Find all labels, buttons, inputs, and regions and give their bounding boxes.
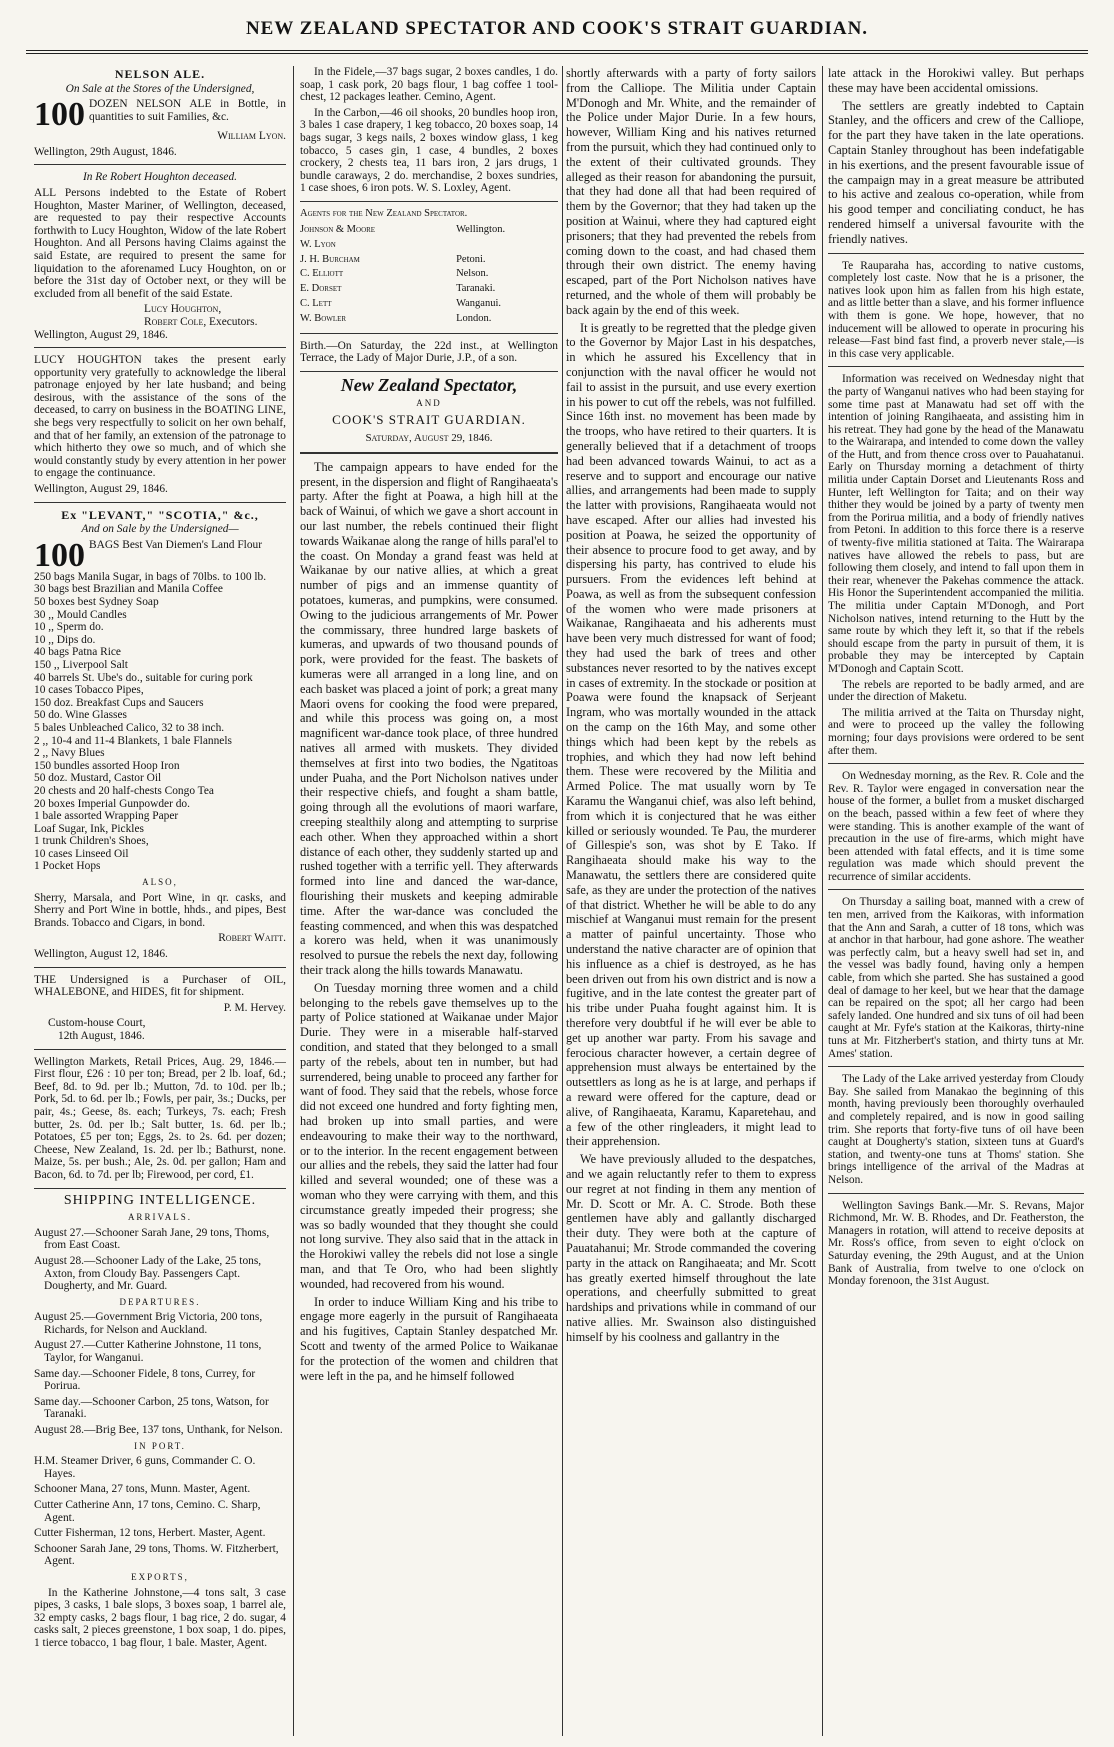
article-paragraph: Wellington Savings Bank.—Mr. S. Revans, Major Richmond, Mr. W. B. Rhodes, and Dr. Featherston, the Managers in rotation, will attend to receive deposits at Mr. Ross's office, from seven to eight o'clock on Saturday evening, the 29th August, and at the Union Bank of Australia, from twelve to one o'clock on Monday forenoon, the 31st August.	[828, 1199, 1084, 1288]
article-paragraph: The militia arrived at the Taita on Thursday night, and were to proceed up the valley the following morning; four days provisions were ordered to be sent after them.	[828, 706, 1084, 757]
list-item: 2 ,, 10-4 and 11-4 Blankets, 1 bale Flannels	[34, 734, 232, 747]
departure-entry: Same day.—Schooner Carbon, 25 tons, Watson, for Taranaki.	[34, 1395, 269, 1421]
list-item: 50 do. Wine Glasses	[34, 709, 127, 722]
ad-estate-body: ALL Persons indebted to the Estate of Robert Houghton, Master Mariner, of Wellington, deceased, are requested to pay their respective Accounts forthwith to Lucy Houghton, Widow of the late Robert Houghton. And all Persons having Claims against the said Estate, are required to present the same for liquidation to the aforenamed Lucy Houghton, on or before the 31st day of October next, or they will be excluded from all benefit of the said Estate.	[34, 186, 286, 300]
departure-entry: August 28.—Brig Bee, 137 tons, Unthank, for Nelson.	[34, 1424, 283, 1437]
departure-entry: Same day.—Schooner Fidele, 8 tons, Currey, for Porirua.	[34, 1367, 256, 1393]
list-item: 1 trunk Children's Shoes,	[34, 835, 149, 848]
list-item: Loaf Sugar, Ink, Pickles	[34, 822, 144, 835]
article-paragraph: Information was received on Wednesday night that the party of Wanganui natives who had been staying for some time past at Manawatu had set off with the intention of joining Rangihaeata, and assisting him in his retreat. They had gone by the head of the Manawatu to the Wairarapa, and intended to come down the valley of the Hutt, and from thence cross over to Pauahatanui. Early on Thursday morning a detachment of thirty militia under Captain Dorset and Lieutenants Ross and Hunter, left Wellington for Taita; and on their way thither they would be joined by a party of twenty men from the Porirua militia, and a body of friendly natives from Petoni. In addition to this force there is a reserve of twenty-five militia stationed at Taita. The Wairarapa natives have allowed the rebels to pass, but are following them closely, and intend to fall upon them in their rear, whenever the Pakehas commence the attack. His Honor the Superintendent accompanied the militia. The militia under Captain M'Donogh, and Port Nicholson natives, intend returning to the Hutt by the same route by which they left it, so that if the rebels should escape from the party in pursuit of them, it is probable they may be intercepted by Captain M'Donogh and Captain Scott.	[828, 373, 1084, 675]
ad-estate-signer-1: Lucy Houghton,	[144, 303, 222, 316]
table-row: W. Bowler London.	[300, 312, 492, 324]
masthead: NEW ZEALAND SPECTATOR AND COOK'S STRAIT GUARDIAN.	[245, 18, 869, 39]
list-item: 150 doz. Breakfast Cups and Saucers	[34, 696, 204, 709]
divider	[828, 253, 1084, 254]
departure-entry: August 25.—Government Brig Victoria, 200 tons, Richards, for Nelson and Auckland.	[34, 1311, 263, 1336]
article-paragraph: The rebels are reported to be badly armed, and are under the direction of Maketu.	[828, 678, 1084, 704]
ad-levant-also-body: Sherry, Marsala, and Port Wine, in qr. casks, and Sherry and Port Wine in bottle, hhds., and pipes, Best Brands. Tobacco and Cigars, in bond.	[34, 891, 286, 929]
ad-nelson-ale-title: NELSON ALE.	[114, 67, 206, 81]
list-item: 20 boxes Imperial Gunpowder do.	[34, 797, 190, 810]
arrival-entry: August 28.—Schooner Lady of the Lake, 25 tons, Axton, from Cloudy Bay. Passengers Capt. Dougherty, and Mr. Guard.	[34, 1254, 262, 1293]
exports-carbon: In the Carbon,—46 oil shooks, 20 bundles hoop iron, 3 bales 1 case drapery, 1 keg tobacco, 20 boxes soap, 14 bags sugar, 3 kegs nails, 2 boxes window glass, 1 keg tobacco, 5 cases gin, 1 case, 4 bundles, 2 boxes crockery, 2 chests tea, 11 bars iron, 2 jars drugs, 1 bundle caraways, 2 do. merchandise, 2 boxes sundries, 1 case shoes, 6 iron pots. W. S. Loxley, Agent.	[300, 106, 558, 195]
departure-entry: August 27.—Cutter Katherine Johnstone, 11 tons, Taylor, for Wanganui.	[34, 1339, 262, 1365]
exports-title: EXPORTS,	[131, 1571, 189, 1582]
list-item: 10 ,, Sperm do.	[34, 621, 104, 634]
list-item: 150 ,, Liverpool Salt	[34, 658, 128, 671]
ad-nelson-ale-date: Wellington, 29th August, 1846.	[34, 145, 177, 158]
list-item: 2 ,, Navy Blues	[34, 747, 105, 760]
list-item: 5 bales Unbleached Calico, 32 to 38 inch.	[34, 721, 225, 734]
list-item: 10 cases Linseed Oil	[34, 847, 129, 860]
divider	[828, 366, 1084, 367]
arrival-entry: August 27.—Schooner Sarah Jane, 29 tons, Thoms, from East Coast.	[34, 1226, 270, 1252]
column-1	[34, 66, 286, 1736]
divider	[300, 371, 558, 372]
table-row: J. H. Burcham Petoni.	[300, 253, 486, 265]
exports-entry: In the Katherine Johnstone,—4 tons salt, 3 case pipes, 3 casks, 1 bale slops, 3 boxes soap, 1 barrel ale, 32 empty casks, 2 bags flour, 1 bag rice, 2 do. sugar, 4 casks salt, 2 pieces greenstone, 1 box soap, 1 do. pipes, 1 tierce tobacco, 1 bag flour, 1 bale. Master, Agent.	[34, 1586, 286, 1649]
ad-nelson-ale-body: 100 DOZEN NELSON ALE in Bottle, in quantities to suit Families, &c.	[34, 96, 286, 134]
ad-estate-title: In Re Robert Houghton deceased.	[82, 171, 238, 184]
article-paragraph: The Lady of the Lake arrived yesterday from Cloudy Bay. She sailed from Manakao the beginning of this month, having previously been thoroughly overhauled and completely repaired, and is now in good sailing trim. She reports that forty-five tuns of oil have been caught at Dougherty's station, sixteen tuns at Guard's station, and twenty-one tuns at Thoms' station. She brings intelligence of the arrival of the Madras at Nelson.	[828, 1073, 1084, 1186]
ad-boating-date: Wellington, August 29, 1846.	[34, 483, 168, 496]
article-paragraph: It is greatly to be regretted that the pledge given to the Governor by Major Last in his despatches, in which he assured his Excellency that in conjunction with the naval officer he would not fail to assist in the pursuit, and use every exertion in his power to cut off the rebels, was not fulfilled. Since 16th inst. no movement has been made by the troops, who have retired to their quarters. It is generally believed that if a detachment of troops had been advanced towards Wainui, to act as a reserve and to support and encourage our native allies, and arrangements had been made to supply the latter with provisions, Rangihaeata would not have escaped. After our allies had invested his position at Poawa, he seized the opportunity of their absence to procure food to get away, and by dispersing his party, has contrived to elude his pursuers. From the evidences left behind at Poawa, as well as from the subsequent confession of the women who were made prisoners at Waikanae, Rangihaeata and his adherents must have been very much distressed for want of food; they had used the bark of trees and other substances never resorted to by the natives except in cases of extremity. In the stockade or position at Poawa were found the knapsack of Serjeant Ingram, who was mortally wounded in the attack on the camp on the 16th May, and some other things which had been kept by the rebels as trophies, and which they had now left behind them. These were recovered by the Militia and Armed Police. The mat usually worn by Te Karamu the Wanganui chief, was also left behind, from which it is conjectured that he was either killed or seriously wounded. Te Pau, the murderer of Gillespie's son, was shot by E Tako. If Rangihaeata should make his way to the Manawatu, the settlers there are considered quite safe, as they are under the protection of the natives of that district. Whether he will be able to do any mischief at Wanganui must remain for the present a matter of painful uncertainty. Those who understand the native character are of opinion that his influence as a chief is destroyed, as he has been driven out from his own district and is now a fugitive, and in the late contest the greater part of his tribe under Puaha fought against him. It is therefore very doubtful if he will ever be able to get up another war party. From his savage and ferocious character however, a certain degree of apprehension must always be entertained by the outsettlers as long as he is at large, and perhaps if a reward were offered for the capture, dead or alive, of Rangihaeata, Karamu, Kaparetehau, and a few of the other ringleaders, it might lead to their apprehension.	[566, 320, 816, 1149]
paper-date: Saturday, August 29, 1846.	[365, 432, 493, 445]
article-paragraph: We have previously alluded to the despatches, and we again reluctantly refer to them to express our regret at not finding in them any mention of Mr. D. Scott or Mr. A. C. Strode. Both these gentlemen have ably and gallantly discharged their duty. They were both at the capture of Pauatahanui; Mr. Strode commanded the covering party in the attack on Rangihaeata; and Mr. Scott has greatly exerted himself throughout the late operations, and cheerfully submitted to great hardships and privations while in command of our native allies. Mr. Swainson also distinguished himself by his coolness and gallantry in the	[566, 1152, 816, 1344]
list-item: 10 cases Tobacco Pipes,	[34, 684, 144, 697]
article-paragraph: On Wednesday morning, as the Rev. R. Cole and the Rev. R. Taylor were engaged in conversation near the house of the former, a bullet from a musket discharged on the beach, passed within a few feet of where they were standing. This is another example of the want of precaution in the use of fire-arms, which might have been attended with fatal effects, and it is time some regulation was made which should prevent the recurrence of similar accidents.	[828, 770, 1084, 883]
arrivals-title: ARRIVALS.	[127, 1212, 193, 1223]
in-port-entry: Cutter Catherine Ann, 17 tons, Cemino. C. Sharp, Agent.	[34, 1499, 261, 1524]
divider	[300, 333, 558, 334]
ad-levant-title: Ex "LEVANT," "SCOTIA," &c.,	[61, 507, 259, 522]
masthead-rule	[26, 50, 1088, 51]
list-item: 50 doz. Mustard, Castor Oil	[34, 772, 162, 785]
ad-oil-place: Custom-house Court,	[48, 1017, 146, 1030]
table-row: E. Dorset Taranaki.	[300, 283, 496, 295]
ad-levant-subtitle: And on Sale by the Undersigned—	[81, 523, 239, 536]
paper-guardian: COOK'S STRAIT GUARDIAN.	[332, 412, 526, 428]
article-paragraph: The settlers are greatly indebted to Captain Stanley, and the officers and crew of the Calliope, for the part they have taken in the late operations. Captain Stanley throughout has been indefatigable in his exertions, and the present favourable issue of the campaign may in a great measure be attributed to his active and zealous co-operation, while from his good temper and conciliating conduct, he has rendered himself a universal favourite with the friendly natives.	[828, 98, 1084, 246]
table-row: W. Lyon	[300, 238, 336, 250]
divider	[828, 1066, 1084, 1067]
column-2	[300, 66, 558, 1736]
column-3	[566, 66, 816, 1736]
list-item: 1 Pocket Hops	[34, 860, 101, 873]
in-port-entry: Schooner Mana, 27 tons, Munn. Master, Agent.	[34, 1483, 251, 1496]
ad-levant-date: Wellington, August 12, 1846.	[34, 948, 168, 961]
shipping-title: SHIPPING INTELLIGENCE.	[63, 1192, 257, 1208]
divider	[34, 1049, 286, 1050]
list-item: 40 barrels St. Ube's do., suitable for curing pork	[34, 671, 253, 684]
ad-oil-body: THE Undersigned is a Purchaser of OIL, WHALEBONE, and HIDES, fit for shipment.	[34, 973, 286, 999]
agents-title: Agents for the New Zealand Spectator.	[300, 207, 468, 219]
list-item: 40 bags Patna Rice	[34, 646, 121, 659]
ad-boating-body: LUCY HOUGHTON takes the present early opportunity very gratefully to acknowledge the liberal patronage enjoyed by her late husband; and being desirous, with the assistance of the sons of the deceased, to carry on business in the BOATING LINE, she begs very respectfully to solicit on her own behalf, and that of her family, an extension of the patronage to which hitherto they owe so much, and of which she would constantly study by every attention in her power to engage the continuance.	[34, 354, 286, 480]
list-item: 30 ,, Mould Candles	[34, 608, 127, 621]
ad-levant-also: ALSO,	[142, 877, 178, 888]
table-row: Johnson & Moore Wellington.	[300, 223, 506, 235]
ad-estate-date: Wellington, August 29, 1846.	[34, 328, 168, 341]
ad-estate-executors: Executors.	[209, 315, 258, 328]
divider	[34, 164, 286, 165]
article-paragraph: The campaign appears to have ended for the present, in the dispersion and flight of Rangihaeata's party. After the fight at Poawa, a high hill at the back of Wainui, of which we gave a short account in our last number, the rebels continued their flight towards Waikanae along the range of hills paral'el to the coast. On Monday a grand feast was held at Waikanae by our native allies, at which a great number of pigs and an immense quantity of potatoes, kumeras, and pumpkins, were consumed. Owing to the judicious arrangements of Mr. Power the commissary, three hundred large baskets of kumeras, and upwards of two thousand pounds of pork, were provided for the feast. The baskets of kumeras were all arranged in a long line, and on each basket was placed a joint of pork; a great many Maori ovens for cooking the food were prepared, and while this process was going on, a most magnificent war-dance took place, of three hundred natives all armed with muskets. They divided themselves at first into two bodies, the Ngatitoas under Puaha, and the Port Nicholson natives under their respective chiefs, and fought a sham battle, going through all the evolutions of maori warfare, creeping stealthily along and attempting to surprise each other. When they approached within a short distance of each other, they suddenly started up and rushed together with a terrific yell. They afterwards formed into line and danced the war-dance, flourishing their muskets and keeping admirable time. After the war-dance was concluded the feasting commenced, and when this was despatched a korero was held, when it was unanimously resolved to pursue the rebels the next day, following their track along the hills towards Manawatu.	[300, 459, 558, 977]
divider	[34, 1188, 286, 1189]
in-port-entry: Cutter Fisherman, 12 tons, Herbert. Master, Agent.	[34, 1527, 266, 1540]
divider	[34, 502, 286, 503]
article-paragraph: In order to induce William King and his tribe to engage more eagerly in the pursuit of Rangihaeata and his fugitives, Captain Stanley despatched Mr. Scott and twenty of the armed Police to Waikanae for the protection of the women and children that were left in the pa, and he himself followed	[300, 1294, 558, 1383]
table-row: C. Elliott Nelson.	[300, 268, 489, 280]
ad-nelson-ale-subtitle: On Sale at the Stores of the Undersigned,	[65, 82, 255, 95]
in-port-entry: H.M. Steamer Driver, 6 guns, Commander C. O. Hayes.	[34, 1455, 256, 1480]
paper-name: New Zealand Spectator,	[340, 374, 518, 395]
ad-oil-date: 12th August, 1846.	[58, 1030, 145, 1042]
birth-notice: Birth.—On Saturday, the 22d inst., at Wellington Terrace, the Lady of Major Durie, J.P., of a son.	[300, 339, 558, 365]
divider	[828, 763, 1084, 764]
list-item: 50 boxes best Sydney Soap	[34, 596, 159, 608]
divider	[300, 201, 558, 202]
column-divider	[562, 66, 563, 1736]
article-paragraph: late attack in the Horokiwi valley. But perhaps these may have been accidental omissions.	[828, 66, 1084, 95]
list-item: 30 bags best Brazilian and Manila Coffee	[34, 583, 223, 596]
masthead-rule-2	[26, 53, 1088, 54]
list-item: 10 ,, Dips do.	[34, 633, 96, 646]
departures-title: DEPARTURES.	[119, 1296, 201, 1307]
column-4	[828, 66, 1084, 1736]
divider	[300, 452, 558, 454]
paper-and: AND	[416, 397, 442, 408]
ad-levant-items	[34, 571, 286, 873]
ad-levant-signature: Robert Waitt.	[218, 932, 286, 945]
list-item: 250 bags Manila Sugar, in bags of 70lbs. to 100 lb.	[34, 570, 267, 583]
ad-nelson-ale-number: 100	[34, 96, 85, 134]
agents-table	[300, 223, 558, 327]
article-paragraph: On Tuesday morning three women and a child belonging to the rebels gave themselves up to the party of Police stationed at Waikanae under Major Durie. They were in a miserable half-starved condition, and stated that they belonged to a small party of the rebels, about ten in number, but had surrendered, being unable to proceed any farther for want of food. They said that the rebels, whose force did not exceed one hundred and forty fighting men, had broken up into small parties, and were endeavouring to make their way to the northward, or to the interior. In the recent engagement between our allies and the rebels, they said the latter had four killed and several wounded; one of these was a woman who they were carrying with them, and this circumstance greatly impeded their progress; she was so badly wounded that they thought she could not long survive. They also said that in the attack in the Horokiwi valley the rebels did not lose a single man, and that Te Oro, who had been slightly wounded, had recovered from his wound.	[300, 980, 558, 1291]
ad-estate-signer-2: Robert Cole,	[144, 315, 207, 328]
table-row: C. Lett Wanganui.	[300, 297, 501, 309]
list-item: 20 chests and 20 half-chests Congo Tea	[34, 784, 214, 797]
ad-nelson-ale-signature: William Lyon.	[217, 130, 286, 143]
article-paragraph: Te Rauparaha has, according to native customs, completely lost caste. Now that he is a prisoner, the natives look upon him as fallen from his high estate, and as little better than a slave, and his former influence with them is gone. We hope, however, that no inducement will be allowed to operate in procuring his release—Fast bind fast find, a proverb never stale,—is in this case very applicable.	[828, 259, 1084, 360]
list-item: 1 bale assorted Wrapping Paper	[34, 810, 179, 823]
exports-fidele: In the Fidele,—37 bags sugar, 2 boxes candles, 1 do. soap, 1 cask pork, 20 bags flour, 1 bag coffee 1 tool-chest, 12 packages leather. Cemino, Agent.	[300, 66, 558, 104]
ad-levant-first: 100 BAGS Best Van Diemen's Land Flour	[34, 536, 263, 574]
column-divider	[822, 66, 823, 1736]
divider	[828, 1193, 1084, 1194]
in-port-title: IN PORT.	[134, 1440, 186, 1451]
column-divider	[293, 66, 294, 1736]
divider	[828, 889, 1084, 890]
markets-report: Wellington Markets, Retail Prices, Aug. 29, 1846.—First flour, £26 : 10 per ton; Bread, per 2 lb. loaf, 6d.; Beef, 8d. to 9d. per lb.; Mutton, 7d. to 10d. per lb.; Pork, 5d. to 6d. per lb.; Fowls, per pair, 3s.; Ducks, per pair, 4s.; Geese, 8s. each; Turkeys, 7s. each; Fresh butter, 2s. 0d. per lb.; Salt butter, 1s. 6d. per lb.; Potatoes, £5 per ton; Eggs, 2s. to 2s. 6d. per dozen; Cheese, New Zealand, 1s. 2d. per lb.; Bathurst, none. Maize, 5s. per bush.; Ale, 2s. 0d. per gallon; Ham and Bacon, 6d. to 7d. per lb; Firewood, per cord, £1.	[34, 1055, 286, 1181]
divider	[34, 347, 286, 348]
divider	[34, 967, 286, 968]
article-paragraph: shortly afterwards with a party of forty sailors from the Calliope. The Militia under Captain M'Donogh and Mr. White, and the remainder of the Police under Major Durie. In a few hours, however, William King and his natives returned from the pursuit, which they had continued only to the extent of their cultivated grounds. They alleged as their reason for abandoning the pursuit, that they had done all that had been required of them by the Governor; that they had taken up the position at Wainui, where they had captured eight prisoners; that they had prevented the rebels from coming down to the coast, and had chased them through their own district. The enemy having escaped, part of the Port Nicholson natives have returned, and the whole of them will probably be back again by the end of this week.	[566, 66, 816, 317]
article-paragraph: On Thursday a sailing boat, manned with a crew of ten men, arrived from the Kaikoras, with information that the Ann and Sarah, a cutter of 18 tons, which was at anchor in that harbour, had gone ashore. The weather was perfectly calm, but a heavy swell had set in, and the vessel was badly found, having only a hempen cable, from which she parted. She has sustained a good deal of damage to her keel, but we hear that the damage can be repaired on the spot; all her cargo had been safely landed. One hundred and six tuns of oil had been caught at Mr. Fyfe's station at the Kaikoras, thirty-nine tuns at Mr. Fitzherbert's station, and thirty tuns at Mr. Ames' station.	[828, 896, 1084, 1060]
ad-levant-number: 100	[34, 536, 85, 574]
list-item: 150 bundles assorted Hoop Iron	[34, 759, 180, 772]
in-port-entry: Schooner Sarah Jane, 29 tons, Thoms. W. Fitzherbert, Agent.	[34, 1542, 279, 1568]
ad-oil-signature: P. M. Hervey.	[223, 1001, 286, 1014]
